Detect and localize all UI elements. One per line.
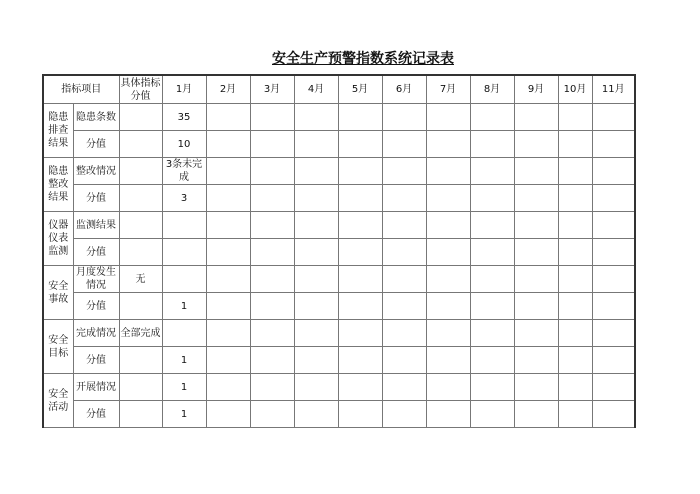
row-label: 分值 (73, 131, 119, 158)
month-cell (426, 104, 470, 131)
month-cell (426, 185, 470, 212)
month-cell-jan (162, 266, 206, 293)
month-cell (592, 239, 635, 266)
month-cell (250, 212, 294, 239)
month-cell (206, 131, 250, 158)
month-cell (250, 293, 294, 320)
month-cell (592, 131, 635, 158)
kpi-cell: 全部完成 (119, 320, 162, 347)
kpi-cell (119, 347, 162, 374)
table-row (43, 266, 635, 293)
month-cell (426, 158, 470, 185)
header-month: 4月 (294, 75, 338, 104)
month-cell (294, 158, 338, 185)
month-cell (382, 320, 426, 347)
month-cell-jan: 1 (162, 293, 206, 320)
group-name: 隐患整改结果 (43, 158, 73, 212)
header-month: 2月 (206, 75, 250, 104)
month-cell (294, 131, 338, 158)
month-cell (294, 212, 338, 239)
month-cell (294, 239, 338, 266)
month-cell (294, 401, 338, 428)
month-cell (558, 293, 592, 320)
month-cell (338, 131, 382, 158)
month-cell (426, 320, 470, 347)
month-cell (206, 293, 250, 320)
kpi-cell (119, 374, 162, 401)
month-cell (294, 374, 338, 401)
month-cell-jan (162, 212, 206, 239)
header-month: 3月 (250, 75, 294, 104)
month-cell (250, 185, 294, 212)
month-cell (558, 239, 592, 266)
kpi-cell (119, 131, 162, 158)
month-cell (558, 374, 592, 401)
month-cell (558, 347, 592, 374)
month-cell (426, 131, 470, 158)
month-cell (426, 293, 470, 320)
month-cell (206, 266, 250, 293)
month-cell (514, 185, 558, 212)
month-cell (514, 401, 558, 428)
row-label: 分值 (73, 239, 119, 266)
month-cell (338, 347, 382, 374)
month-cell (382, 212, 426, 239)
month-cell (592, 185, 635, 212)
header-month: 7月 (426, 75, 470, 104)
month-cell (338, 104, 382, 131)
header-month: 11月 (592, 75, 635, 104)
row-label: 分值 (73, 185, 119, 212)
month-cell (294, 266, 338, 293)
header-month: 10月 (558, 75, 592, 104)
month-cell (426, 401, 470, 428)
month-cell (470, 185, 514, 212)
month-cell (426, 347, 470, 374)
month-cell (514, 104, 558, 131)
header-kpi-line1: 具体指标 (120, 77, 161, 89)
page-title: 安全生产预警指数系统记录表 (272, 51, 454, 67)
month-cell (514, 212, 558, 239)
month-cell-jan: 1 (162, 374, 206, 401)
month-cell (558, 104, 592, 131)
month-cell (206, 401, 250, 428)
month-cell (558, 320, 592, 347)
month-cell (206, 374, 250, 401)
month-cell (382, 131, 426, 158)
month-cell (382, 374, 426, 401)
kpi-cell (119, 401, 162, 428)
month-cell (470, 266, 514, 293)
month-cell-jan: 1 (162, 401, 206, 428)
month-cell (514, 293, 558, 320)
month-cell (206, 239, 250, 266)
group-name: 仪器仪表监测 (43, 212, 73, 266)
row-label: 整改情况 (73, 158, 119, 185)
month-cell-jan: 3 (162, 185, 206, 212)
month-cell (294, 347, 338, 374)
month-cell (592, 266, 635, 293)
month-cell (514, 131, 558, 158)
month-cell (206, 185, 250, 212)
kpi-cell (119, 239, 162, 266)
kpi-cell: 无 (119, 266, 162, 293)
month-cell (558, 266, 592, 293)
table-row (43, 212, 635, 239)
month-cell (250, 347, 294, 374)
month-cell (250, 239, 294, 266)
month-cell (382, 185, 426, 212)
month-cell-jan: 3条未完成 (162, 158, 206, 185)
month-cell (514, 374, 558, 401)
table-row (43, 293, 635, 320)
month-cell (250, 266, 294, 293)
month-cell (206, 158, 250, 185)
month-cell (250, 158, 294, 185)
month-cell-jan: 35 (162, 104, 206, 131)
month-cell (470, 212, 514, 239)
month-cell (592, 212, 635, 239)
month-cell (558, 185, 592, 212)
month-cell (294, 185, 338, 212)
month-cell (426, 239, 470, 266)
month-cell (470, 158, 514, 185)
header-row (43, 75, 635, 104)
month-cell (592, 158, 635, 185)
group-name: 安全事故 (43, 266, 73, 320)
month-cell (338, 374, 382, 401)
record-table (42, 74, 636, 428)
month-cell-jan: 1 (162, 347, 206, 374)
month-cell (470, 239, 514, 266)
month-cell (338, 401, 382, 428)
month-cell (558, 158, 592, 185)
month-cell (206, 347, 250, 374)
table-row (43, 239, 635, 266)
month-cell (426, 266, 470, 293)
group-name: 安全目标 (43, 320, 73, 374)
month-cell (250, 320, 294, 347)
month-cell (250, 401, 294, 428)
month-cell (592, 347, 635, 374)
month-cell (338, 266, 382, 293)
month-cell (514, 347, 558, 374)
month-cell (206, 212, 250, 239)
header-month: 6月 (382, 75, 426, 104)
row-label: 分值 (73, 347, 119, 374)
row-label: 隐患条数 (73, 104, 119, 131)
month-cell (338, 158, 382, 185)
month-cell (426, 374, 470, 401)
month-cell (294, 104, 338, 131)
month-cell (338, 212, 382, 239)
month-cell (382, 266, 426, 293)
month-cell (470, 104, 514, 131)
month-cell (558, 401, 592, 428)
header-kpi (119, 75, 162, 104)
row-label: 监测结果 (73, 212, 119, 239)
month-cell (558, 212, 592, 239)
header-month: 1月 (162, 75, 206, 104)
table-row (43, 374, 635, 401)
month-cell (206, 320, 250, 347)
month-cell (206, 104, 250, 131)
month-cell (514, 320, 558, 347)
month-cell (470, 293, 514, 320)
month-cell (558, 131, 592, 158)
table-row (43, 131, 635, 158)
month-cell (382, 401, 426, 428)
month-cell (382, 293, 426, 320)
month-cell-jan (162, 320, 206, 347)
table-row (43, 347, 635, 374)
month-cell (470, 131, 514, 158)
month-cell (250, 131, 294, 158)
header-kpi-line2: 分值 (130, 90, 151, 102)
kpi-cell (119, 185, 162, 212)
table-row (43, 158, 635, 185)
table-row (43, 104, 635, 131)
kpi-cell (119, 212, 162, 239)
month-cell (592, 374, 635, 401)
month-cell (592, 293, 635, 320)
table-row (43, 401, 635, 428)
month-cell (592, 401, 635, 428)
month-cell (592, 104, 635, 131)
header-month: 9月 (514, 75, 558, 104)
month-cell (470, 374, 514, 401)
row-label: 分值 (73, 401, 119, 428)
month-cell (294, 320, 338, 347)
month-cell (514, 239, 558, 266)
header-month: 5月 (338, 75, 382, 104)
kpi-cell (119, 104, 162, 131)
row-label: 月度发生情况 (73, 266, 119, 293)
month-cell (382, 158, 426, 185)
month-cell (338, 185, 382, 212)
month-cell (382, 104, 426, 131)
month-cell (514, 266, 558, 293)
kpi-cell (119, 293, 162, 320)
month-cell-jan: 10 (162, 131, 206, 158)
month-cell (514, 158, 558, 185)
header-indicator: 指标项目 (43, 75, 119, 104)
row-label: 开展情况 (73, 374, 119, 401)
month-cell (592, 320, 635, 347)
table-row (43, 320, 635, 347)
table-row (43, 185, 635, 212)
group-name: 隐患排查结果 (43, 104, 73, 158)
month-cell (250, 104, 294, 131)
header-month: 8月 (470, 75, 514, 104)
month-cell (382, 239, 426, 266)
month-cell (338, 293, 382, 320)
month-cell (338, 320, 382, 347)
group-name: 安全活动 (43, 374, 73, 428)
row-label: 完成情况 (73, 320, 119, 347)
month-cell (470, 320, 514, 347)
month-cell (250, 374, 294, 401)
month-cell (470, 401, 514, 428)
month-cell (470, 347, 514, 374)
kpi-cell (119, 158, 162, 185)
month-cell-jan (162, 239, 206, 266)
month-cell (382, 347, 426, 374)
month-cell (294, 293, 338, 320)
month-cell (426, 212, 470, 239)
row-label: 分值 (73, 293, 119, 320)
month-cell (338, 239, 382, 266)
